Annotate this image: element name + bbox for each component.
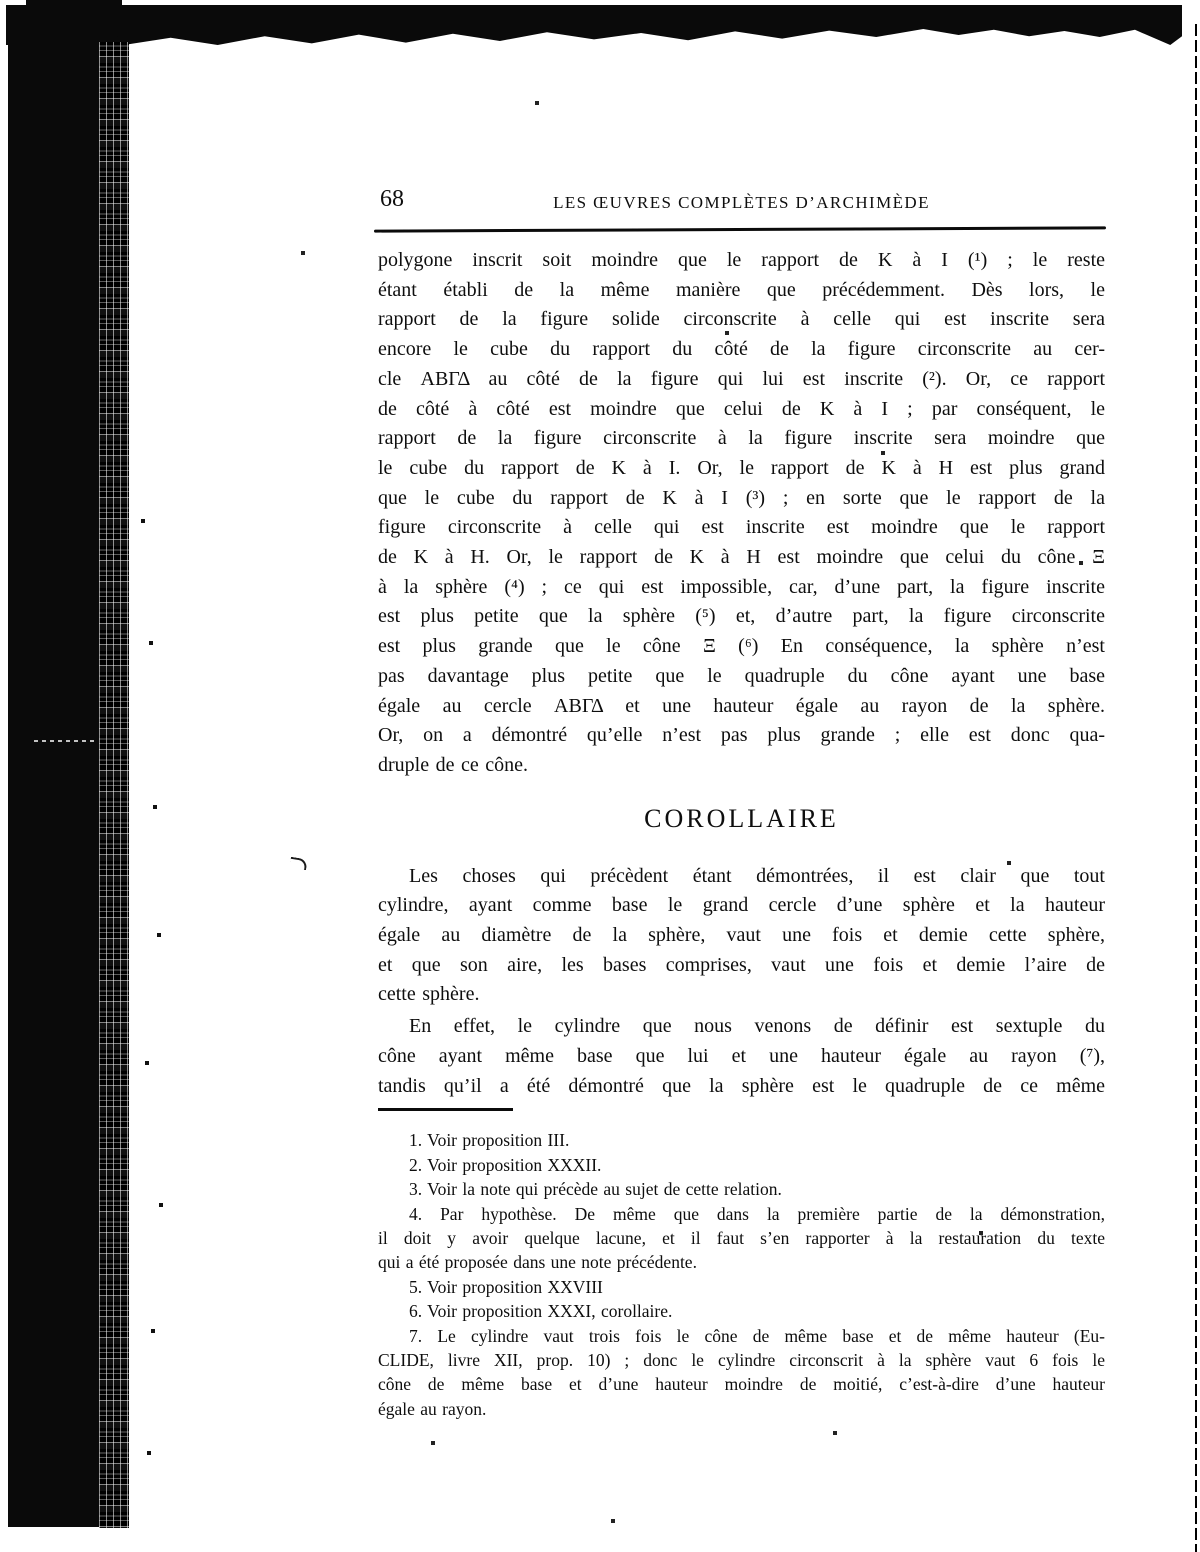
text-line: de côté à côté est moindre que celui de K à I ; par conséquent, le <box>378 397 1105 420</box>
text-line: de K à H. Or, le rapport de K à H est moindre que celui du cône Ξ <box>378 546 1105 569</box>
text-line: En effet, le cylindre que nous venons de définir est sextuple du <box>409 1015 1105 1038</box>
page-number: 68 <box>380 186 404 212</box>
footnote-7 <box>378 1324 1105 1422</box>
text-line: cylindre, ayant comme base le grand cercle d’une sphère et la hauteur <box>378 894 1105 917</box>
text-line: polygone inscrit soit moindre que le rapport de K à I (¹) ; le reste <box>378 249 1105 271</box>
binding-texture-strip <box>99 42 129 1528</box>
paragraph-continuation <box>378 246 1105 781</box>
text-line: que le cube du rapport de K à I (³) ; en sorte que le rapport de la <box>378 486 1105 509</box>
text-line: rapport de la figure solide circonscrite à celle qui est inscrite sera <box>378 308 1105 331</box>
text-line: figure circonscrite à celle qui est inscrite est moindre que le rapport <box>378 516 1105 539</box>
text-line: 3. Voir la note qui précède au sujet de cette relation. <box>409 1179 782 1200</box>
text-line: 4. Par hypothèse. De même que dans la première partie de la démonstration, <box>409 1203 1105 1224</box>
footnote-4 <box>378 1202 1105 1275</box>
text-column <box>378 246 1105 1421</box>
pen-mark <box>289 857 308 871</box>
text-line: 7. Le cylindre vaut trois fois le cône de même base et de même hauteur (Eu- <box>409 1325 1105 1346</box>
text-line: Les choses qui précèdent étant démontrées, il est clair que tout <box>409 864 1105 887</box>
section-heading-corollaire: COROLLAIRE <box>644 803 839 833</box>
footnote-3 <box>378 1177 1105 1201</box>
text-line: rapport de la figure circonscrite à la figure inscrite sera moindre que <box>378 427 1105 450</box>
text-line: égale au cercle ΑΒΓΔ et une hauteur égale au rayon de la sphère. <box>378 694 1105 717</box>
paragraph-en-effet <box>378 1012 1105 1101</box>
text-line: égale au rayon. <box>378 1398 487 1419</box>
footnote-1 <box>378 1128 1105 1152</box>
text-line: cône de même base et d’une hauteur moindre de moitié, c’est-à-dire d’une hauteur <box>378 1374 1105 1395</box>
text-line: CLIDE, livre XII, prop. 10) ; donc le cylindre circonscrit à la sphère vaut 6 fois le <box>378 1349 1105 1370</box>
footnote-6 <box>378 1299 1105 1323</box>
footnote-2 <box>378 1153 1105 1177</box>
paragraph-corollary <box>378 862 1105 1011</box>
text-line: Or, on a démontré qu’elle n’est pas plus grande ; elle est donc qua- <box>378 724 1105 747</box>
text-line: encore le cube du rapport du côté de la figure circonscrite au cer- <box>378 338 1105 361</box>
scan-scratch <box>34 740 96 742</box>
text-line: est plus petite que la sphère (⁵) et, d’autre part, la figure circonscrite <box>378 605 1105 628</box>
scan-right-edge-line <box>1195 24 1197 1552</box>
text-line: cette sphère. <box>378 983 480 1006</box>
scan-specks <box>0 0 2 2</box>
text-line: et que son aire, les bases comprises, vaut une fois et demie l’aire de <box>378 953 1105 976</box>
text-line: le cube du rapport de K à I. Or, le rapport de K à H est plus grand <box>378 456 1105 479</box>
footnotes <box>378 1128 1105 1421</box>
text-line: 1. Voir proposition III. <box>409 1130 570 1151</box>
text-line: pas davantage plus petite que le quadruple du cône ayant une base <box>378 664 1105 687</box>
text-line: tandis qu’il a été démontré que la sphère est le quadruple de ce même <box>378 1074 1105 1097</box>
text-line: qui a été proposée dans une note précédente. <box>378 1252 697 1273</box>
text-line: 5. Voir proposition XXVIII <box>409 1276 603 1297</box>
text-line: est plus grande que le cône Ξ (⁶) En conséquence, la sphère n’est <box>378 635 1105 658</box>
text-line: cône ayant même base que lui et une hauteur égale au rayon (⁷), <box>378 1044 1105 1067</box>
scan-top-black-bar <box>6 5 1182 45</box>
text-line: il doit y avoir quelque lacune, et il faut s’en rapporter à la restauration du texte <box>378 1227 1105 1248</box>
text-line: égale au diamètre de la sphère, vaut une fois et demie cette sphère, <box>378 924 1105 947</box>
footnote-separator <box>378 1108 513 1111</box>
footnote-5 <box>378 1275 1105 1299</box>
text-line: étant établi de la même manière que précédemment. Dès lors, le <box>378 278 1105 301</box>
text-line: cle ΑΒΓΔ au côté de la figure qui lui est inscrite (²). Or, ce rapport <box>378 367 1105 390</box>
text-line: 6. Voir proposition XXXI, corollaire. <box>409 1301 673 1322</box>
header-rule <box>374 226 1106 232</box>
text-line: 2. Voir proposition XXXII. <box>409 1154 602 1175</box>
running-title: LES ŒUVRES COMPLÈTES D’ARCHIMÈDE <box>553 193 930 212</box>
scan-left-black-band <box>8 30 100 1527</box>
text-line: à la sphère (⁴) ; ce qui est impossible, car, d’une part, la figure inscrite <box>378 575 1105 598</box>
text-line: druple de ce cône. <box>378 753 528 776</box>
